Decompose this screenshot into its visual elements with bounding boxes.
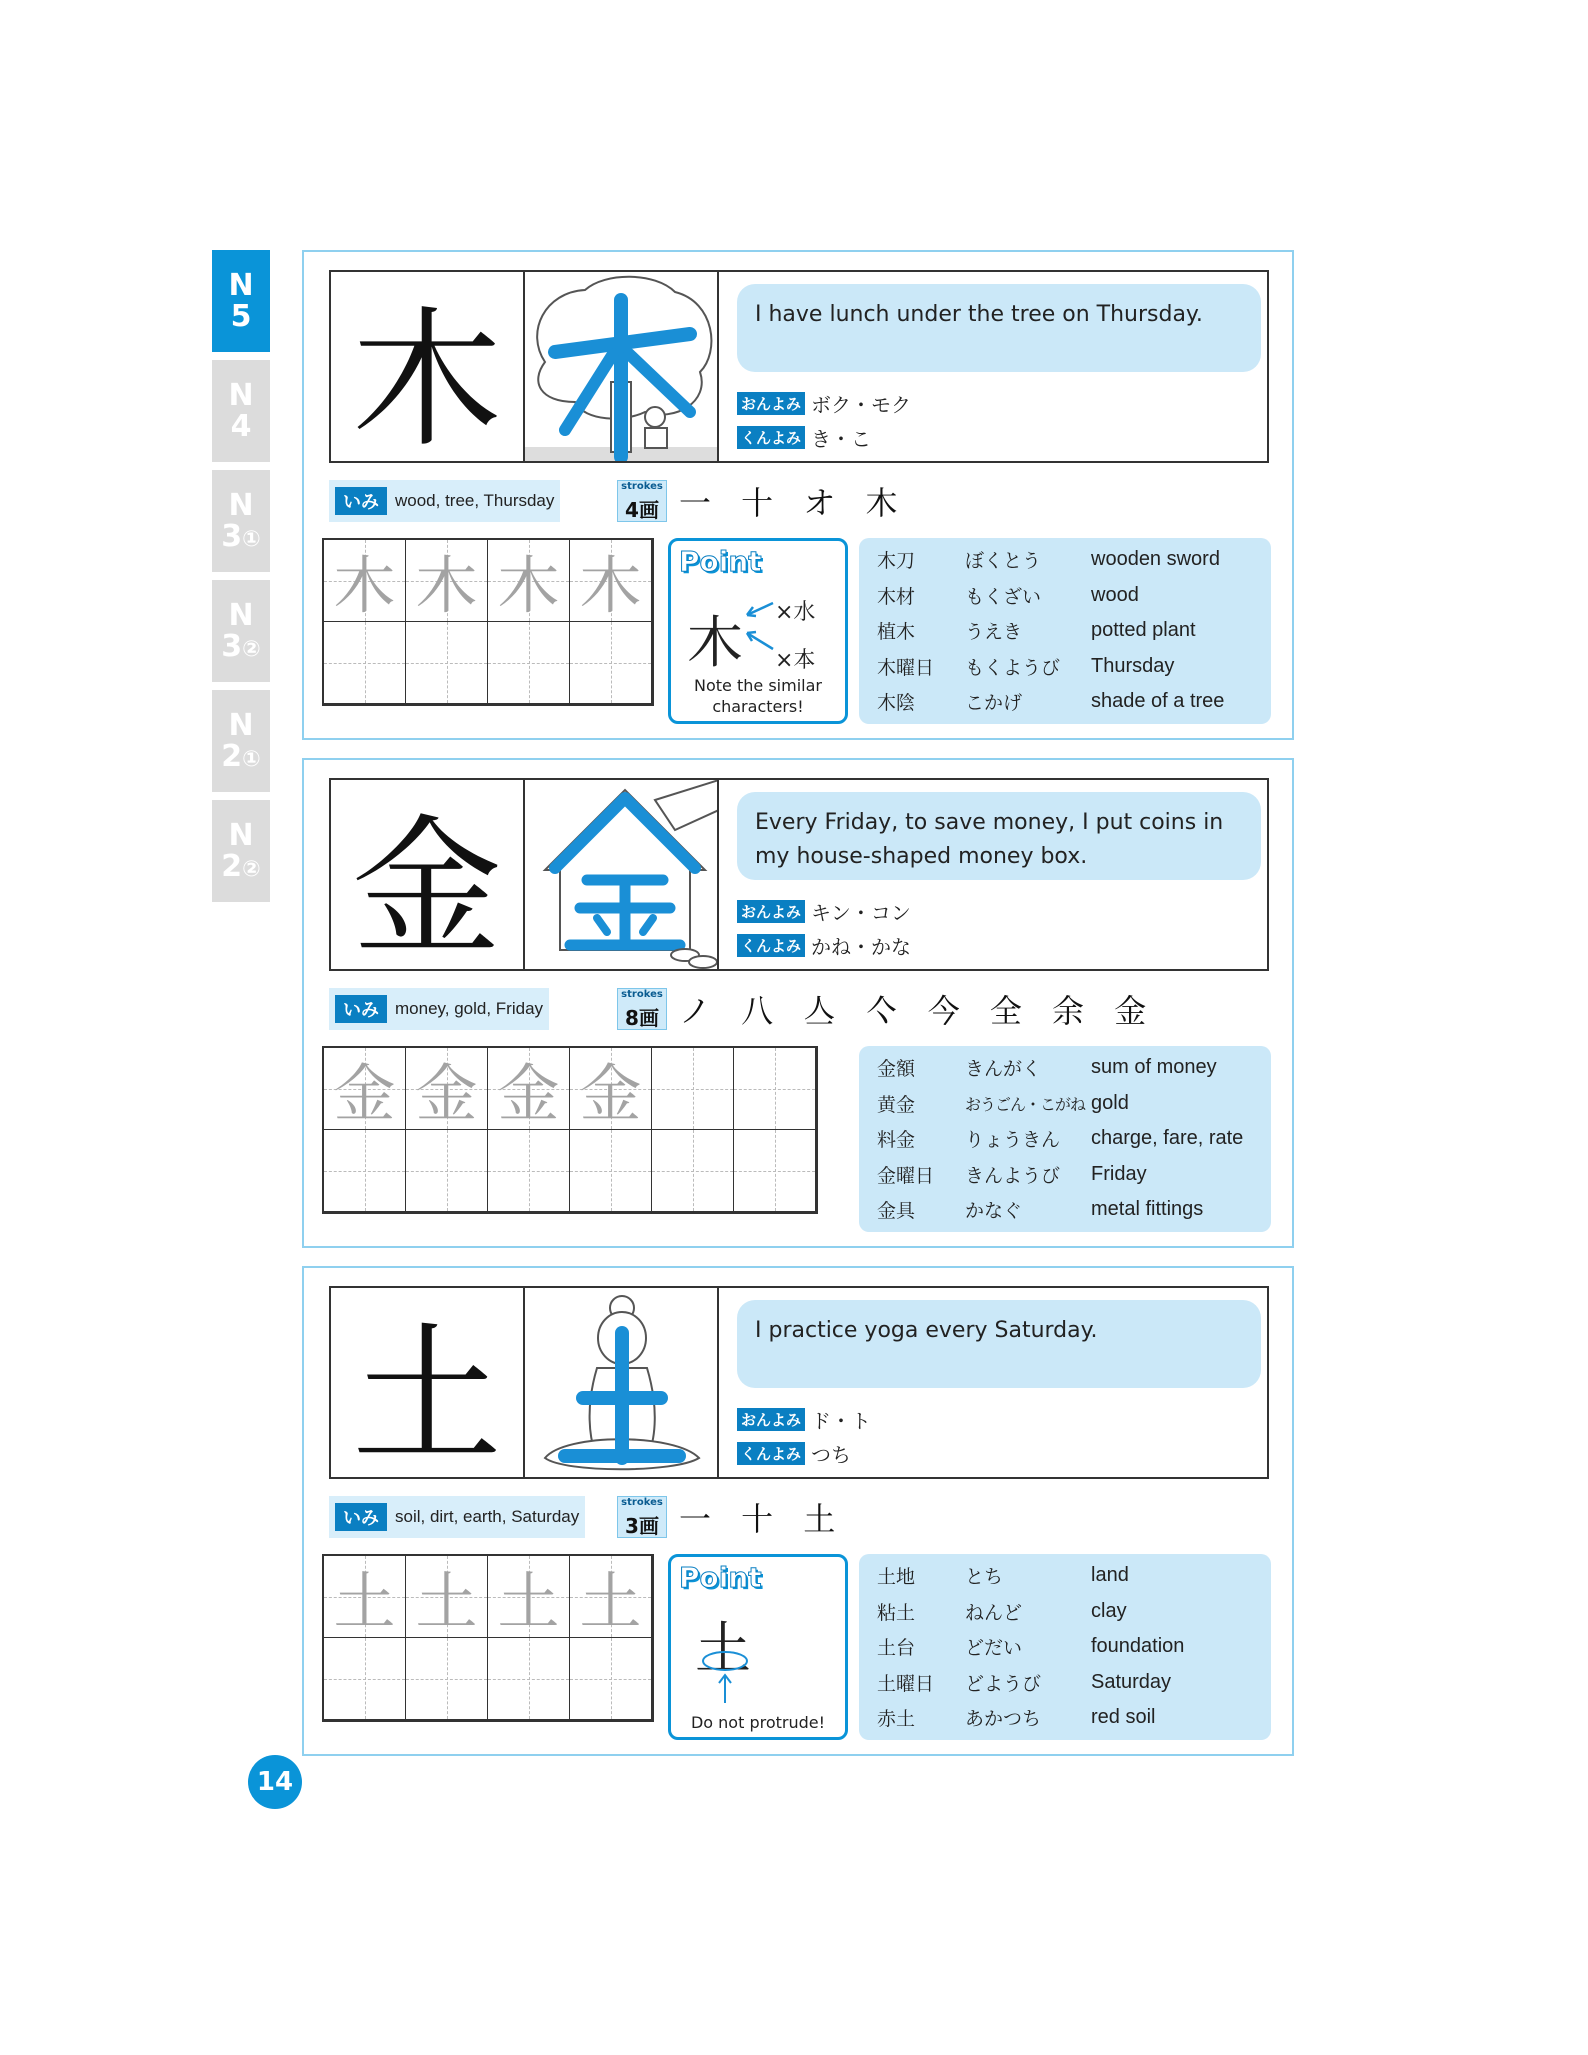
vocab-reading: ぼくとう	[965, 550, 1042, 573]
vocab-reading: きんようび	[965, 1164, 1061, 1187]
meaning-label: いみ	[335, 487, 387, 515]
point-box	[668, 538, 848, 724]
vocab-english: land	[1091, 1564, 1129, 1587]
point-note: Note the similar characters!	[694, 676, 822, 716]
vocab-english: red soil	[1091, 1706, 1156, 1729]
vocab-row	[877, 1157, 1271, 1193]
trace-guide: 金	[579, 1057, 642, 1130]
vocab-reading: あかつち	[965, 1708, 1042, 1731]
vocab-english: wooden sword	[1091, 548, 1220, 571]
strokes-label: strokes	[621, 481, 663, 492]
vocab-kanji: 木刀	[877, 550, 916, 573]
kunyomi-value: き・こ	[811, 427, 872, 451]
level-tabs	[212, 250, 270, 910]
vocab-kanji: 赤土	[877, 1708, 916, 1731]
meaning-label: いみ	[335, 1503, 387, 1531]
meaning-row	[329, 1496, 585, 1538]
vocab-row	[877, 542, 1271, 578]
vocab-kanji: 植木	[877, 621, 916, 644]
vocab-english: shade of a tree	[1091, 690, 1225, 713]
tab-letter: N	[228, 487, 254, 523]
tab-level: 3	[221, 629, 243, 664]
stroke-count-badge	[617, 1496, 667, 1538]
practice-cell[interactable]	[570, 622, 652, 704]
practice-cell[interactable]	[406, 1130, 488, 1212]
stroke-count-badge	[617, 480, 667, 522]
vocab-reading: うえき	[965, 621, 1023, 644]
point-title: Point	[679, 1561, 762, 1594]
vocab-english: charge, fare, rate	[1091, 1127, 1244, 1150]
stroke-count: 4画	[625, 498, 659, 522]
practice-cell[interactable]	[324, 540, 406, 622]
point-kanji: 土	[695, 1617, 751, 1682]
vocab-kanji: 金額	[877, 1058, 916, 1081]
kanji-header	[329, 1286, 1269, 1484]
compare-char-1: ×水	[775, 600, 816, 625]
vocab-row	[877, 1594, 1271, 1630]
meaning-value: money, gold, Friday	[395, 999, 544, 1018]
vocab-english: Friday	[1091, 1162, 1147, 1185]
kanji-character: 木	[331, 272, 525, 461]
tab-n5[interactable]	[212, 250, 270, 352]
trace-guide: 土	[333, 1565, 396, 1638]
trace-guide: 木	[579, 549, 642, 622]
practice-grid[interactable]	[322, 538, 654, 706]
kunyomi-row	[737, 1439, 851, 1468]
practice-cell[interactable]	[488, 1556, 570, 1638]
vocab-kanji: 黄金	[877, 1093, 916, 1116]
kanji-card-ki	[302, 250, 1294, 740]
point-kanji: 木	[687, 611, 743, 676]
vocab-reading: りょうきん	[965, 1129, 1061, 1152]
trace-guide: 木	[333, 549, 396, 622]
vocab-row	[877, 1558, 1271, 1594]
vocab-english: clay	[1091, 1599, 1127, 1622]
point-note: Do not protrude!	[690, 1713, 826, 1732]
vocab-reading: こかげ	[965, 692, 1023, 715]
meaning-label: いみ	[335, 995, 387, 1023]
vocab-reading: もくようび	[965, 656, 1061, 679]
kunyomi-row	[737, 931, 911, 960]
onyomi-row	[737, 897, 911, 926]
vocab-row	[877, 649, 1271, 685]
vocab-english: gold	[1091, 1091, 1129, 1114]
trace-guide: 金	[497, 1057, 560, 1130]
kanji-info	[719, 780, 1267, 969]
tab-letter: N	[228, 377, 254, 413]
trace-guide: 木	[415, 549, 478, 622]
practice-grid[interactable]	[322, 1554, 654, 1722]
vocab-row	[877, 578, 1271, 614]
onyomi-row	[737, 1405, 871, 1434]
stroke-order: 一 十 オ 木	[679, 484, 908, 522]
tab-letter: N	[228, 597, 254, 633]
stroke-count: 8画	[625, 1006, 659, 1030]
trace-guide: 木	[497, 549, 560, 622]
onyomi-value: キン・コン	[811, 901, 911, 925]
tab-sublevel: ①	[242, 527, 261, 552]
onyomi-label: おんよみ	[737, 900, 805, 923]
vocab-list	[859, 538, 1271, 724]
vocab-kanji: 粘土	[877, 1601, 916, 1624]
tab-letter: N	[228, 707, 254, 743]
vocab-reading: おうごん・こがね	[965, 1094, 1086, 1114]
practice-cell[interactable]	[324, 1048, 406, 1130]
onyomi-value: ド・ト	[811, 1409, 872, 1433]
practice-cell[interactable]	[570, 1638, 652, 1720]
vocab-kanji: 料金	[877, 1129, 916, 1152]
vocab-reading: どだい	[965, 1637, 1023, 1660]
stroke-order: ノ 八 亼 亽 今 全 余 金	[679, 992, 1157, 1030]
trace-guide: 金	[333, 1057, 396, 1130]
trace-guide: 土	[415, 1565, 478, 1638]
vocab-row	[877, 684, 1271, 720]
yoga-illustration	[525, 1288, 719, 1477]
tab-level: 3	[221, 519, 243, 554]
vocab-english: wood	[1091, 583, 1139, 606]
meaning-value: wood, tree, Thursday	[395, 491, 555, 510]
vocab-list	[859, 1554, 1271, 1740]
vocab-row	[877, 1700, 1271, 1736]
tab-sublevel: ①	[242, 747, 261, 772]
vocab-kanji: 木材	[877, 585, 916, 608]
practice-cell[interactable]	[570, 1556, 652, 1638]
vocab-reading: きんがく	[965, 1058, 1042, 1081]
vocab-kanji: 金具	[877, 1200, 916, 1223]
meaning-row	[329, 988, 549, 1030]
practice-cell[interactable]	[570, 1048, 652, 1130]
point-title: Point	[679, 545, 762, 578]
kanji-info	[719, 1288, 1267, 1477]
kanji-character: 土	[331, 1288, 525, 1477]
house-icon	[525, 780, 719, 969]
vocab-kanji: 土台	[877, 1637, 916, 1660]
example-sentence: Every Friday, to save money, I put coins in my house-shaped money box.	[737, 792, 1261, 880]
tab-level: 2	[221, 739, 243, 774]
practice-cell[interactable]	[488, 540, 570, 622]
onyomi-value: ボク・モク	[811, 393, 912, 417]
strokes-label: strokes	[621, 1497, 663, 1508]
tab-n4[interactable]	[212, 360, 270, 462]
strokes-label: strokes	[621, 989, 663, 1000]
tree-illustration	[525, 272, 719, 461]
stroke-count: 3画	[625, 1514, 659, 1538]
vocab-english: metal fittings	[1091, 1198, 1204, 1221]
example-sentence: I have lunch under the tree on Thursday.	[737, 284, 1261, 372]
tree-icon	[525, 272, 719, 461]
page-number: 14	[248, 1755, 302, 1809]
vocab-english: sum of money	[1091, 1056, 1217, 1079]
practice-cell[interactable]	[570, 1130, 652, 1212]
vocab-row	[877, 1665, 1271, 1701]
trace-guide: 土	[497, 1565, 560, 1638]
practice-cell[interactable]	[488, 1048, 570, 1130]
meaning-value: soil, dirt, earth, Saturday	[395, 1507, 580, 1526]
practice-cell[interactable]	[406, 1638, 488, 1720]
onyomi-label: おんよみ	[737, 392, 805, 415]
trace-guide: 土	[579, 1565, 642, 1638]
practice-grid[interactable]	[322, 1046, 818, 1214]
meaning-row	[329, 480, 560, 522]
vocab-row	[877, 1629, 1271, 1665]
kunyomi-value: かね・かな	[811, 935, 912, 959]
vocab-english: potted plant	[1091, 619, 1196, 642]
money-box-illustration	[525, 780, 719, 969]
vocab-reading: とち	[965, 1566, 1004, 1589]
kanji-header	[329, 778, 1269, 976]
stroke-order: 一 十 土	[679, 1500, 846, 1538]
practice-cell[interactable]	[488, 1130, 570, 1212]
practice-cell[interactable]	[734, 1130, 816, 1212]
yoga-person-icon	[525, 1288, 719, 1477]
vocab-reading: もくざい	[965, 585, 1042, 608]
kunyomi-value: つち	[811, 1443, 852, 1467]
practice-cell[interactable]	[324, 1130, 406, 1212]
tab-sublevel: ②	[242, 857, 261, 882]
tab-letter: N	[228, 267, 254, 303]
onyomi-label: おんよみ	[737, 1408, 805, 1431]
stroke-row	[617, 986, 1156, 1032]
vocab-kanji: 土地	[877, 1566, 916, 1589]
vocab-row	[877, 1121, 1271, 1157]
onyomi-row	[737, 389, 911, 418]
vocab-reading: かなぐ	[965, 1200, 1023, 1223]
compare-char-2: ×本	[775, 648, 816, 673]
stroke-row	[617, 1494, 845, 1540]
practice-cell[interactable]	[652, 1048, 734, 1130]
practice-cell[interactable]	[406, 540, 488, 622]
protrude-marker-icon	[687, 1635, 767, 1715]
stroke-count-badge	[617, 988, 667, 1030]
kanji-header	[329, 270, 1269, 468]
vocab-list	[859, 1046, 1271, 1232]
practice-cell[interactable]	[406, 622, 488, 704]
tab-level: 2	[221, 849, 243, 884]
practice-cell[interactable]	[324, 622, 406, 704]
kunyomi-label: くんよみ	[737, 1442, 805, 1465]
practice-cell[interactable]	[488, 1638, 570, 1720]
vocab-row	[877, 613, 1271, 649]
tab-level: 4	[230, 409, 252, 444]
vocab-reading: どようび	[965, 1672, 1042, 1695]
practice-cell[interactable]	[324, 1638, 406, 1720]
kanji-info	[719, 272, 1267, 461]
tab-letter: N	[228, 817, 254, 853]
kunyomi-row	[737, 423, 871, 452]
tab-n3-1[interactable]	[212, 470, 270, 572]
vocab-row	[877, 1192, 1271, 1228]
practice-cell[interactable]	[488, 622, 570, 704]
practice-cell[interactable]	[406, 1048, 488, 1130]
tab-n3-2[interactable]	[212, 580, 270, 682]
practice-cell[interactable]	[570, 540, 652, 622]
stroke-row	[617, 478, 908, 524]
vocab-row	[877, 1086, 1271, 1122]
kanji-card-kin	[302, 758, 1294, 1248]
vocab-kanji: 木曜日	[877, 656, 935, 679]
tab-level: 5	[230, 299, 252, 334]
kunyomi-label: くんよみ	[737, 426, 805, 449]
vocab-row	[877, 1050, 1271, 1086]
kanji-character: 金	[331, 780, 525, 969]
kunyomi-label: くんよみ	[737, 934, 805, 957]
vocab-kanji: 土曜日	[877, 1672, 935, 1695]
vocab-kanji: 金曜日	[877, 1164, 935, 1187]
practice-cell[interactable]	[652, 1130, 734, 1212]
practice-cell[interactable]	[406, 1556, 488, 1638]
practice-cell[interactable]	[734, 1048, 816, 1130]
tab-n2-1[interactable]	[212, 690, 270, 792]
example-sentence: I practice yoga every Saturday.	[737, 1300, 1261, 1388]
kanji-card-do	[302, 1266, 1294, 1756]
vocab-kanji: 木陰	[877, 692, 916, 715]
vocab-english: Thursday	[1091, 654, 1175, 677]
point-box	[668, 1554, 848, 1740]
practice-cell[interactable]	[324, 1556, 406, 1638]
vocab-english: foundation	[1091, 1635, 1185, 1658]
vocab-reading: ねんど	[965, 1601, 1023, 1624]
tab-n2-2[interactable]	[212, 800, 270, 902]
vocab-english: Saturday	[1091, 1670, 1172, 1693]
trace-guide: 金	[415, 1057, 478, 1130]
tab-sublevel: ②	[242, 637, 261, 662]
